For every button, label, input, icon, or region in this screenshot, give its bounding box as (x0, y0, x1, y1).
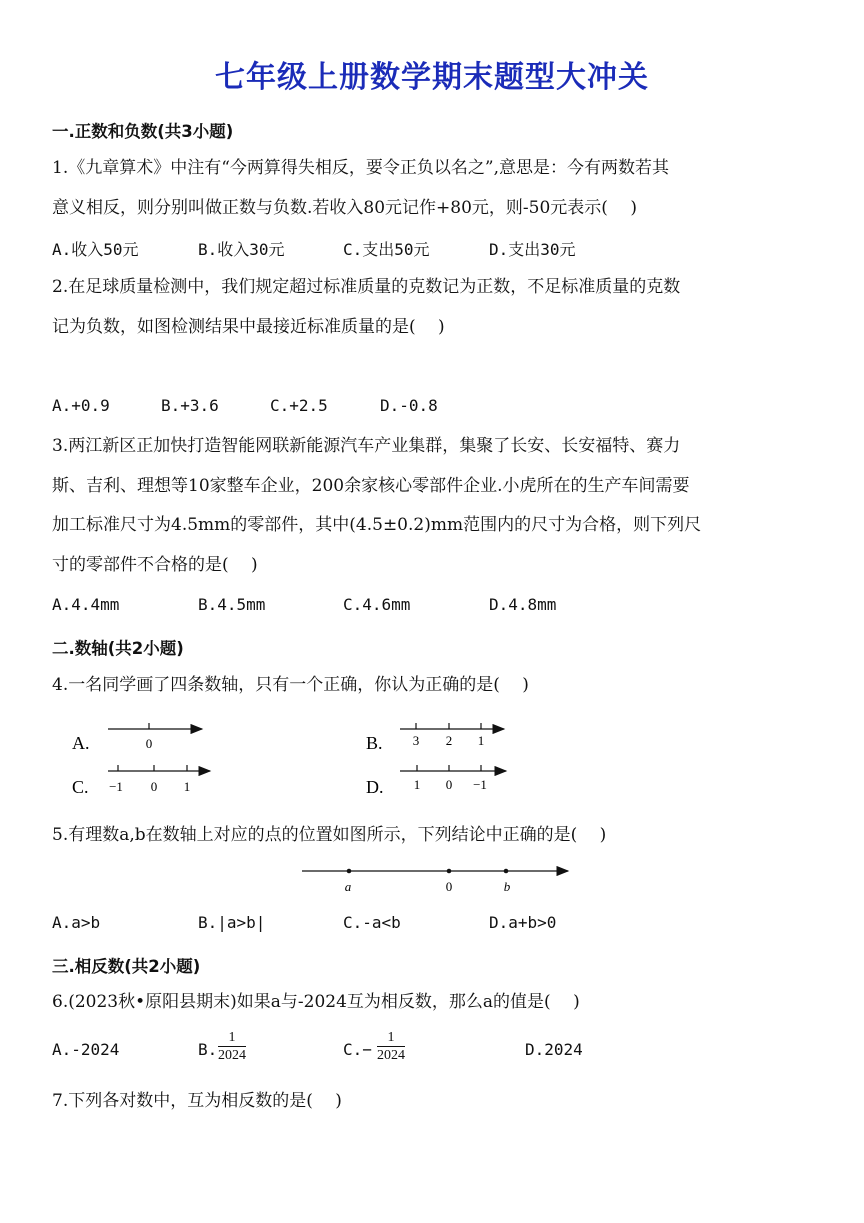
q4-d-letter: D. (366, 777, 384, 797)
q5-number-line-figure (300, 860, 575, 896)
q3-line1: 3.两江新区正加快打造智能网联新能源汽车产业集群，集聚了长安、长安福特、赛力 (52, 436, 681, 456)
q1-line1: 1.《九章算术》中注有“今两算得失相反，要令正负以名之”,意思是：今有两数若其 (52, 158, 670, 178)
q4-b-tick-label-0: 3 (412, 733, 420, 748)
q4-c-letter: C. (72, 777, 89, 797)
q6-option-d: D.2024 (525, 1040, 583, 1059)
q5-point-a (347, 869, 352, 874)
q6-option-c-fraction (377, 1030, 405, 1065)
q4-b-tick-label-1: 2 (445, 733, 453, 748)
q1-options (52, 237, 816, 267)
q6-option-c-denominator: 2024 (377, 1048, 405, 1063)
q4-b-tick-label-2: 1 (477, 733, 485, 748)
q2-option-a: A.+0.9 (52, 396, 110, 415)
q2-option-c: C.+2.5 (270, 396, 328, 415)
q3-option-b: B.4.5mm (198, 595, 266, 614)
q4-c-tick-label-2: 1 (183, 779, 191, 794)
q6-option-b-denominator: 2024 (218, 1048, 246, 1063)
section-heading-2: 二.数轴(共2小题) (52, 639, 184, 658)
q4-d-tick-label-1: 0 (445, 777, 453, 792)
q6-option-b-fraction (218, 1030, 246, 1065)
q6-option-b-prefix: B. (198, 1040, 218, 1059)
q6-option-c-numerator: 1 (377, 1030, 405, 1047)
q6-line1: 6.(2023秋•原阳县期末)如果a与-2024互为相反数，那么a的值是( ) (52, 992, 580, 1012)
q3-options (52, 595, 816, 625)
q4-b-letter: B. (366, 733, 383, 753)
q6-option-a: A.-2024 (52, 1040, 120, 1059)
q5-options (52, 913, 816, 943)
q4-line1: 4.一名同学画了四条数轴，只有一个正确，你认为正确的是( ) (52, 675, 529, 695)
q5-line1: 5.有理数a,b在数轴上对应的点的位置如图所示，下列结论中正确的是( ) (52, 825, 607, 845)
section-heading-1: 一.正数和负数(共3小题) (52, 122, 234, 141)
q1-option-b: B.收入30元 (198, 240, 285, 259)
q3-option-d: D.4.8mm (489, 595, 557, 614)
section-heading-3: 三.相反数(共2小题) (52, 957, 201, 976)
q4-c-tick-label-0: −1 (109, 779, 123, 794)
q3-line4: 寸的零部件不合格的是( ) (52, 555, 258, 575)
q5-label-b: b (503, 879, 511, 894)
q2-option-d: D.-0.8 (380, 396, 438, 415)
q1-option-a: A.收入50元 (52, 240, 139, 259)
q4-a-tick-label-0: 0 (145, 736, 153, 751)
q3-line2: 斯、吉利、理想等10家整车企业，200余家核心零部件企业.小虎所在的生产车间需要 (52, 476, 690, 496)
q2-line1: 2.在足球质量检测中，我们规定超过标准质量的克数记为正数，不足标准质量的克数 (52, 277, 681, 297)
q2-option-b: B.+3.6 (161, 396, 219, 415)
q4-d-tick-label-2: −1 (473, 777, 487, 792)
q5-option-c: C.-a<b (343, 913, 401, 932)
page-title: 七年级上册数学期末题型大冲关 (215, 60, 649, 95)
q4-d-tick-label-0: 1 (413, 777, 421, 792)
q5-point-b (504, 869, 509, 874)
q6-options (52, 1040, 816, 1070)
q4-c-tick-label-1: 0 (150, 779, 158, 794)
q7-line1: 7.下列各对数中，互为相反数的是( ) (52, 1091, 342, 1111)
q3-line3: 加工标准尺寸为4.5mm的零部件，其中(4.5±0.2)mm范围内的尺寸为合格，则下列尺 (52, 515, 702, 535)
q2-options (52, 396, 816, 426)
q5-option-a: A.a>b (52, 913, 101, 932)
q6-option-b-numerator: 1 (218, 1030, 246, 1047)
q6-option-c-prefix: C.− (343, 1040, 372, 1059)
q1-line2: 意义相反，则分别叫做正数与负数.若收入80元记作+80元，则-50元表示( ) (52, 198, 637, 218)
q5-option-d: D.a+b>0 (489, 913, 557, 932)
q3-option-a: A.4.4mm (52, 595, 120, 614)
q5-point-origin (447, 869, 452, 874)
q4-number-lines-figure (60, 712, 530, 802)
q5-label-origin: 0 (445, 879, 453, 894)
q2-line2: 记为负数，如图检测结果中最接近标准质量的是( ) (52, 317, 445, 337)
q1-option-d: D.支出30元 (489, 240, 576, 259)
q5-option-b: B.|a>b| (198, 913, 266, 932)
q5-label-a: a (344, 879, 352, 894)
q3-option-c: C.4.6mm (343, 595, 411, 614)
q4-a-letter: A. (72, 733, 90, 753)
q1-option-c: C.支出50元 (343, 240, 430, 259)
